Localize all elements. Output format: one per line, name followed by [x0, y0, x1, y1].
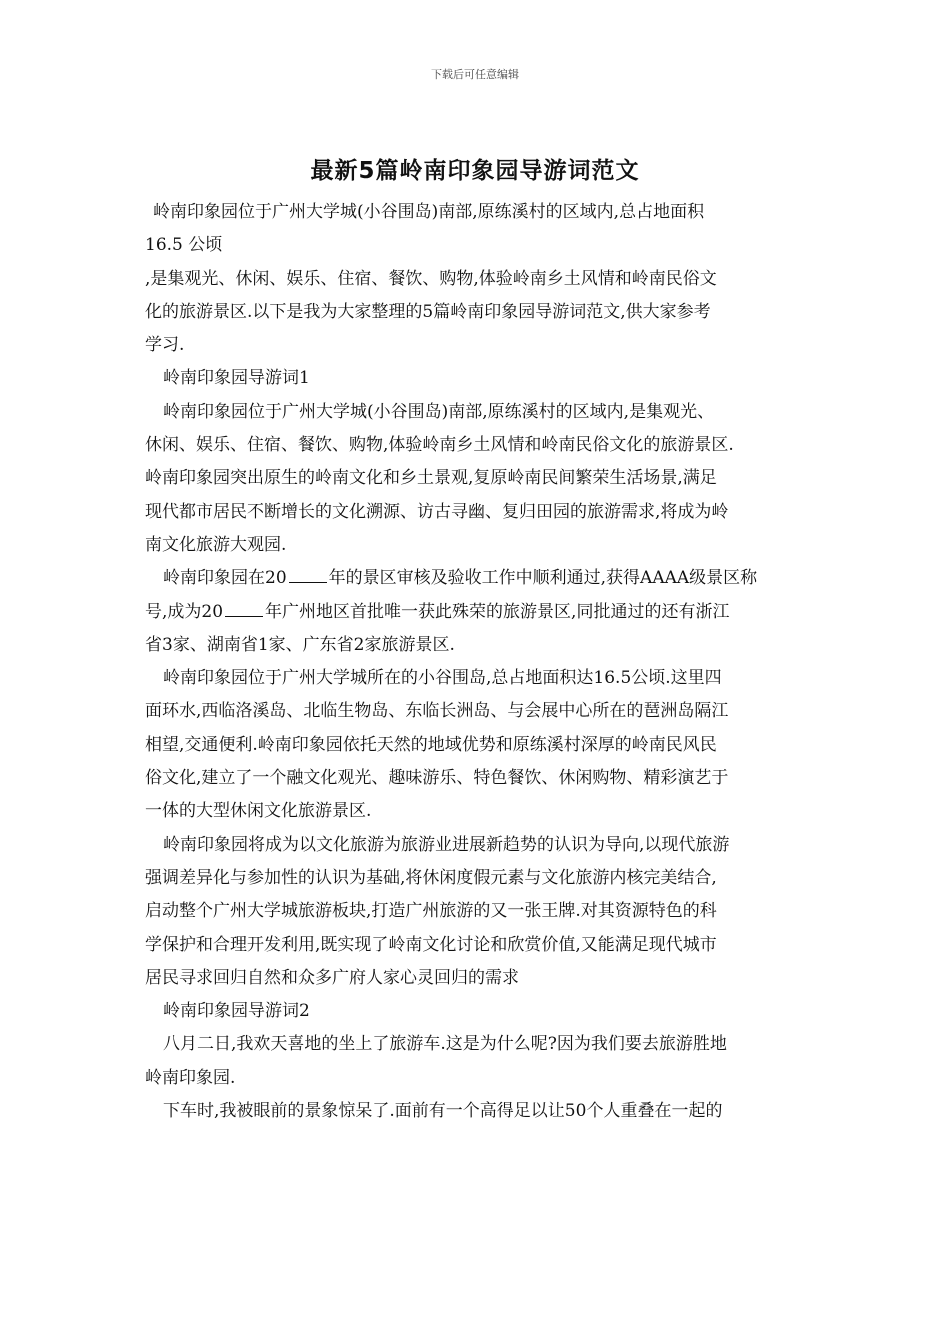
text-line	[145, 562, 815, 595]
text-line: 学习.	[145, 335, 185, 356]
text-line: 南文化旅游大观园.	[145, 534, 287, 555]
text-line: 岭南印象园位于广州大学城(小谷围岛)南部,原练溪村的区域内,是集观光、	[163, 401, 715, 422]
text-line: 岭南印象园位于广州大学城(小谷围岛)南部,原练溪村的区域内,总占地面积	[153, 202, 705, 222]
text-segment: 年广州地区首批唯一获此殊荣的旅游景区,同批通过的还有浙江	[265, 601, 730, 622]
text-line	[145, 596, 815, 629]
text-line: 现代都市居民不断增长的文化溯源、访古寻幽、复归田园的旅游需求,将成为岭	[145, 501, 729, 522]
text-line: 启动整个广州大学城旅游板块,打造广州旅游的又一张王牌.对其资源特色的科	[145, 901, 717, 922]
fill-blank	[225, 615, 263, 617]
text-line: 学保护和合理开发利用,既实现了岭南文化讨论和欣赏价值,又能满足现代城市	[145, 934, 717, 955]
text-line: 休闲、娱乐、住宿、餐饮、购物,体验岭南乡土风情和岭南民俗文化的旅游景区.	[145, 435, 734, 456]
text-line: 强调差异化与参加性的认识为基础,将休闲度假元素与文化旅游内核完美结合,	[145, 867, 717, 888]
section-heading: 岭南印象园导游词2	[163, 1001, 310, 1022]
text-line: 岭南印象园位于广州大学城所在的小谷围岛,总占地面积达16.5公顷.这里四	[163, 668, 722, 689]
text-line: ,是集观光、休闲、娱乐、住宿、餐饮、购物,体验岭南乡土风情和岭南民俗文	[145, 268, 717, 289]
document-body	[145, 196, 815, 1128]
text-line: 八月二日,我欢天喜地的坐上了旅游车.这是为什么呢?因为我们要去旅游胜地	[163, 1034, 727, 1055]
text-line: 岭南印象园将成为以文化旅游为旅游业进展新趋势的认识为导向,以现代旅游	[163, 834, 730, 855]
text-segment: 号,成为20	[145, 601, 224, 622]
text-line: 岭南印象园突出原生的岭南文化和乡土景观,复原岭南民间繁荣生活场景,满足	[145, 468, 717, 489]
text-line: 一体的大型休闲文化旅游景区.	[145, 801, 372, 822]
text-line: 省3家、湖南省1家、广东省2家旅游景区.	[145, 634, 455, 655]
text-segment: 岭南印象园在20	[163, 568, 287, 589]
text-line: 面环水,西临洛溪岛、北临生物岛、东临长洲岛、与会展中心所在的琶洲岛隔江	[145, 701, 729, 722]
document-title: 最新5篇岭南印象园导游词范文	[310, 158, 640, 184]
fill-blank	[289, 581, 327, 583]
text-line: 化的旅游景区.以下是我为大家整理的5篇岭南印象园导游词范文,供大家参考	[145, 301, 711, 322]
text-line: 岭南印象园.	[145, 1067, 236, 1088]
text-line: 16.5 公顷	[145, 235, 223, 256]
text-segment: 年的景区审核及验收工作中顺利通过,获得AAAA级景区称	[328, 568, 758, 589]
text-line: 下车时,我被眼前的景象惊呆了.面前有一个高得足以让50个人重叠在一起的	[163, 1101, 723, 1122]
text-line: 居民寻求回归自然和众多广府人家心灵回归的需求	[145, 967, 519, 988]
text-line: 俗文化,建立了一个融文化观光、趣味游乐、特色餐饮、休闲购物、精彩演艺于	[145, 768, 729, 789]
section-heading: 岭南印象园导游词1	[163, 368, 310, 389]
text-line: 相望,交通便利.岭南印象园依托天然的地域优势和原练溪村深厚的岭南民风民	[145, 734, 717, 755]
header-note: 下载后可任意编辑	[431, 68, 519, 81]
